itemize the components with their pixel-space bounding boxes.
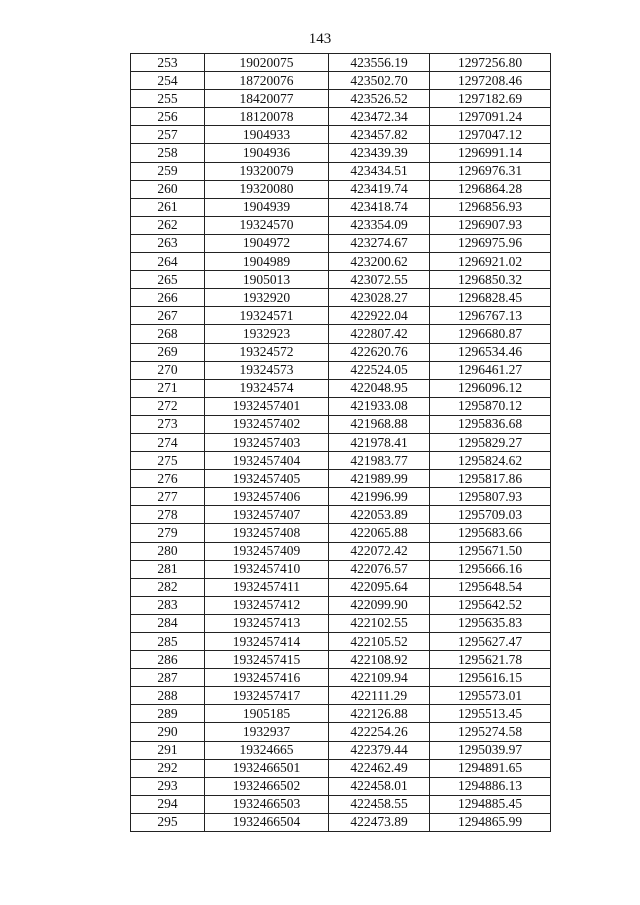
point-number-cell: 266 bbox=[131, 289, 205, 307]
coordinates-table bbox=[130, 53, 551, 832]
x-coordinate-cell: 423200.62 bbox=[329, 253, 430, 271]
point-id-cell: 19324571 bbox=[205, 307, 329, 325]
table-row bbox=[131, 633, 551, 651]
point-id-cell: 19324573 bbox=[205, 361, 329, 379]
point-id-cell: 1932457402 bbox=[205, 415, 329, 433]
point-number-cell: 282 bbox=[131, 578, 205, 596]
table-row bbox=[131, 560, 551, 578]
point-number-cell: 293 bbox=[131, 777, 205, 795]
point-id-cell: 1932457408 bbox=[205, 524, 329, 542]
table-row bbox=[131, 813, 551, 831]
point-number-cell: 258 bbox=[131, 144, 205, 162]
table-row bbox=[131, 325, 551, 343]
y-coordinate-cell: 1295709.03 bbox=[430, 506, 551, 524]
table-row bbox=[131, 687, 551, 705]
table-row bbox=[131, 126, 551, 144]
point-number-cell: 289 bbox=[131, 705, 205, 723]
table-row bbox=[131, 90, 551, 108]
table-row bbox=[131, 343, 551, 361]
table-row bbox=[131, 723, 551, 741]
point-number-cell: 294 bbox=[131, 795, 205, 813]
point-number-cell: 276 bbox=[131, 470, 205, 488]
point-number-cell: 268 bbox=[131, 325, 205, 343]
x-coordinate-cell: 423439.39 bbox=[329, 144, 430, 162]
table-row bbox=[131, 795, 551, 813]
x-coordinate-cell: 422108.92 bbox=[329, 651, 430, 669]
x-coordinate-cell: 422807.42 bbox=[329, 325, 430, 343]
x-coordinate-cell: 422254.26 bbox=[329, 723, 430, 741]
y-coordinate-cell: 1295616.15 bbox=[430, 669, 551, 687]
point-id-cell: 1932937 bbox=[205, 723, 329, 741]
y-coordinate-cell: 1295671.50 bbox=[430, 542, 551, 560]
point-number-cell: 284 bbox=[131, 614, 205, 632]
point-id-cell: 1904939 bbox=[205, 198, 329, 216]
point-number-cell: 255 bbox=[131, 90, 205, 108]
x-coordinate-cell: 422524.05 bbox=[329, 361, 430, 379]
point-number-cell: 281 bbox=[131, 560, 205, 578]
point-id-cell: 19324574 bbox=[205, 379, 329, 397]
table-row bbox=[131, 108, 551, 126]
table-row bbox=[131, 162, 551, 180]
point-number-cell: 270 bbox=[131, 361, 205, 379]
table-row bbox=[131, 542, 551, 560]
point-number-cell: 288 bbox=[131, 687, 205, 705]
x-coordinate-cell: 423502.70 bbox=[329, 72, 430, 90]
point-id-cell: 1932457415 bbox=[205, 651, 329, 669]
point-id-cell: 19320080 bbox=[205, 180, 329, 198]
point-number-cell: 259 bbox=[131, 162, 205, 180]
y-coordinate-cell: 1295870.12 bbox=[430, 397, 551, 415]
y-coordinate-cell: 1296907.93 bbox=[430, 216, 551, 234]
x-coordinate-cell: 423354.09 bbox=[329, 216, 430, 234]
table-row bbox=[131, 470, 551, 488]
x-coordinate-cell: 421983.77 bbox=[329, 452, 430, 470]
x-coordinate-cell: 421933.08 bbox=[329, 397, 430, 415]
point-id-cell: 19324572 bbox=[205, 343, 329, 361]
point-number-cell: 279 bbox=[131, 524, 205, 542]
point-id-cell: 1932466501 bbox=[205, 759, 329, 777]
x-coordinate-cell: 423457.82 bbox=[329, 126, 430, 144]
y-coordinate-cell: 1294886.13 bbox=[430, 777, 551, 795]
point-id-cell: 1932457404 bbox=[205, 452, 329, 470]
y-coordinate-cell: 1294891.65 bbox=[430, 759, 551, 777]
point-number-cell: 290 bbox=[131, 723, 205, 741]
table-row bbox=[131, 578, 551, 596]
point-id-cell: 1932457409 bbox=[205, 542, 329, 560]
x-coordinate-cell: 422473.89 bbox=[329, 813, 430, 831]
point-id-cell: 18420077 bbox=[205, 90, 329, 108]
point-id-cell: 18720076 bbox=[205, 72, 329, 90]
y-coordinate-cell: 1295627.47 bbox=[430, 633, 551, 651]
point-id-cell: 1932457413 bbox=[205, 614, 329, 632]
point-number-cell: 269 bbox=[131, 343, 205, 361]
x-coordinate-cell: 422053.89 bbox=[329, 506, 430, 524]
point-number-cell: 280 bbox=[131, 542, 205, 560]
x-coordinate-cell: 422379.44 bbox=[329, 741, 430, 759]
x-coordinate-cell: 422458.55 bbox=[329, 795, 430, 813]
point-id-cell: 1904933 bbox=[205, 126, 329, 144]
table-row bbox=[131, 759, 551, 777]
point-number-cell: 256 bbox=[131, 108, 205, 126]
y-coordinate-cell: 1296856.93 bbox=[430, 198, 551, 216]
y-coordinate-cell: 1296850.32 bbox=[430, 271, 551, 289]
point-id-cell: 19324570 bbox=[205, 216, 329, 234]
y-coordinate-cell: 1296680.87 bbox=[430, 325, 551, 343]
point-number-cell: 272 bbox=[131, 397, 205, 415]
x-coordinate-cell: 422065.88 bbox=[329, 524, 430, 542]
table-row bbox=[131, 216, 551, 234]
y-coordinate-cell: 1296534.46 bbox=[430, 343, 551, 361]
point-number-cell: 292 bbox=[131, 759, 205, 777]
x-coordinate-cell: 422105.52 bbox=[329, 633, 430, 651]
table-row bbox=[131, 524, 551, 542]
x-coordinate-cell: 422458.01 bbox=[329, 777, 430, 795]
table-row bbox=[131, 72, 551, 90]
table-row bbox=[131, 614, 551, 632]
y-coordinate-cell: 1295573.01 bbox=[430, 687, 551, 705]
point-id-cell: 1932457410 bbox=[205, 560, 329, 578]
point-id-cell: 1932457412 bbox=[205, 596, 329, 614]
point-id-cell: 1932457416 bbox=[205, 669, 329, 687]
table-row bbox=[131, 180, 551, 198]
x-coordinate-cell: 423556.19 bbox=[329, 54, 430, 72]
point-id-cell: 1932457407 bbox=[205, 506, 329, 524]
y-coordinate-cell: 1294885.45 bbox=[430, 795, 551, 813]
y-coordinate-cell: 1295648.54 bbox=[430, 578, 551, 596]
y-coordinate-cell: 1297047.12 bbox=[430, 126, 551, 144]
y-coordinate-cell: 1295666.16 bbox=[430, 560, 551, 578]
table-row bbox=[131, 506, 551, 524]
y-coordinate-cell: 1295039.97 bbox=[430, 741, 551, 759]
table-row bbox=[131, 488, 551, 506]
x-coordinate-cell: 422922.04 bbox=[329, 307, 430, 325]
x-coordinate-cell: 423472.34 bbox=[329, 108, 430, 126]
x-coordinate-cell: 423419.74 bbox=[329, 180, 430, 198]
x-coordinate-cell: 423274.67 bbox=[329, 234, 430, 252]
x-coordinate-cell: 423072.55 bbox=[329, 271, 430, 289]
x-coordinate-cell: 422048.95 bbox=[329, 379, 430, 397]
y-coordinate-cell: 1296976.31 bbox=[430, 162, 551, 180]
table-row bbox=[131, 741, 551, 759]
y-coordinate-cell: 1295817.86 bbox=[430, 470, 551, 488]
y-coordinate-cell: 1296461.27 bbox=[430, 361, 551, 379]
point-number-cell: 275 bbox=[131, 452, 205, 470]
x-coordinate-cell: 423434.51 bbox=[329, 162, 430, 180]
point-id-cell: 1932920 bbox=[205, 289, 329, 307]
y-coordinate-cell: 1295829.27 bbox=[430, 433, 551, 451]
x-coordinate-cell: 422126.88 bbox=[329, 705, 430, 723]
point-id-cell: 1904989 bbox=[205, 253, 329, 271]
point-number-cell: 295 bbox=[131, 813, 205, 831]
point-number-cell: 267 bbox=[131, 307, 205, 325]
x-coordinate-cell: 422102.55 bbox=[329, 614, 430, 632]
point-id-cell: 1932457401 bbox=[205, 397, 329, 415]
table-row bbox=[131, 669, 551, 687]
table-row bbox=[131, 144, 551, 162]
table-row bbox=[131, 289, 551, 307]
y-coordinate-cell: 1295683.66 bbox=[430, 524, 551, 542]
x-coordinate-cell: 422099.90 bbox=[329, 596, 430, 614]
x-coordinate-cell: 423028.27 bbox=[329, 289, 430, 307]
y-coordinate-cell: 1297091.24 bbox=[430, 108, 551, 126]
point-id-cell: 1932466502 bbox=[205, 777, 329, 795]
x-coordinate-cell: 422109.94 bbox=[329, 669, 430, 687]
x-coordinate-cell: 421978.41 bbox=[329, 433, 430, 451]
point-number-cell: 271 bbox=[131, 379, 205, 397]
point-number-cell: 253 bbox=[131, 54, 205, 72]
point-number-cell: 291 bbox=[131, 741, 205, 759]
y-coordinate-cell: 1297208.46 bbox=[430, 72, 551, 90]
x-coordinate-cell: 423526.52 bbox=[329, 90, 430, 108]
point-id-cell: 19020075 bbox=[205, 54, 329, 72]
y-coordinate-cell: 1295274.58 bbox=[430, 723, 551, 741]
page-number: 143 bbox=[308, 31, 332, 47]
point-number-cell: 261 bbox=[131, 198, 205, 216]
x-coordinate-cell: 421968.88 bbox=[329, 415, 430, 433]
y-coordinate-cell: 1295621.78 bbox=[430, 651, 551, 669]
table-row bbox=[131, 379, 551, 397]
point-id-cell: 1932457417 bbox=[205, 687, 329, 705]
point-id-cell: 1932457414 bbox=[205, 633, 329, 651]
point-number-cell: 285 bbox=[131, 633, 205, 651]
y-coordinate-cell: 1296767.13 bbox=[430, 307, 551, 325]
y-coordinate-cell: 1296096.12 bbox=[430, 379, 551, 397]
table-row bbox=[131, 452, 551, 470]
y-coordinate-cell: 1296991.14 bbox=[430, 144, 551, 162]
table-row bbox=[131, 415, 551, 433]
table-row bbox=[131, 54, 551, 72]
point-number-cell: 262 bbox=[131, 216, 205, 234]
y-coordinate-cell: 1297256.80 bbox=[430, 54, 551, 72]
point-id-cell: 1932457405 bbox=[205, 470, 329, 488]
x-coordinate-cell: 421996.99 bbox=[329, 488, 430, 506]
point-id-cell: 18120078 bbox=[205, 108, 329, 126]
x-coordinate-cell: 422620.76 bbox=[329, 343, 430, 361]
y-coordinate-cell: 1296921.02 bbox=[430, 253, 551, 271]
point-number-cell: 277 bbox=[131, 488, 205, 506]
point-id-cell: 1932457403 bbox=[205, 433, 329, 451]
table-row bbox=[131, 705, 551, 723]
point-id-cell: 19320079 bbox=[205, 162, 329, 180]
point-number-cell: 257 bbox=[131, 126, 205, 144]
point-number-cell: 265 bbox=[131, 271, 205, 289]
point-id-cell: 1932923 bbox=[205, 325, 329, 343]
point-id-cell: 1905185 bbox=[205, 705, 329, 723]
table-row bbox=[131, 397, 551, 415]
point-number-cell: 260 bbox=[131, 180, 205, 198]
point-number-cell: 254 bbox=[131, 72, 205, 90]
table-row bbox=[131, 651, 551, 669]
y-coordinate-cell: 1296828.45 bbox=[430, 289, 551, 307]
x-coordinate-cell: 421989.99 bbox=[329, 470, 430, 488]
table-row bbox=[131, 361, 551, 379]
y-coordinate-cell: 1296975.96 bbox=[430, 234, 551, 252]
point-id-cell: 1904936 bbox=[205, 144, 329, 162]
table-row bbox=[131, 777, 551, 795]
y-coordinate-cell: 1295824.62 bbox=[430, 452, 551, 470]
y-coordinate-cell: 1295635.83 bbox=[430, 614, 551, 632]
point-id-cell: 1932466503 bbox=[205, 795, 329, 813]
table-row bbox=[131, 596, 551, 614]
x-coordinate-cell: 423418.74 bbox=[329, 198, 430, 216]
x-coordinate-cell: 422072.42 bbox=[329, 542, 430, 560]
point-number-cell: 287 bbox=[131, 669, 205, 687]
point-number-cell: 274 bbox=[131, 433, 205, 451]
point-id-cell: 1932457406 bbox=[205, 488, 329, 506]
table-row bbox=[131, 253, 551, 271]
table-row bbox=[131, 307, 551, 325]
point-number-cell: 273 bbox=[131, 415, 205, 433]
table-row bbox=[131, 198, 551, 216]
y-coordinate-cell: 1295642.52 bbox=[430, 596, 551, 614]
x-coordinate-cell: 422076.57 bbox=[329, 560, 430, 578]
x-coordinate-cell: 422111.29 bbox=[329, 687, 430, 705]
table-row bbox=[131, 234, 551, 252]
point-id-cell: 1904972 bbox=[205, 234, 329, 252]
point-number-cell: 278 bbox=[131, 506, 205, 524]
point-id-cell: 19324665 bbox=[205, 741, 329, 759]
point-id-cell: 1932457411 bbox=[205, 578, 329, 596]
point-number-cell: 263 bbox=[131, 234, 205, 252]
point-number-cell: 283 bbox=[131, 596, 205, 614]
table-row bbox=[131, 271, 551, 289]
table-row bbox=[131, 433, 551, 451]
point-number-cell: 286 bbox=[131, 651, 205, 669]
point-number-cell: 264 bbox=[131, 253, 205, 271]
y-coordinate-cell: 1297182.69 bbox=[430, 90, 551, 108]
y-coordinate-cell: 1295836.68 bbox=[430, 415, 551, 433]
x-coordinate-cell: 422462.49 bbox=[329, 759, 430, 777]
table-body bbox=[131, 54, 551, 832]
y-coordinate-cell: 1295513.45 bbox=[430, 705, 551, 723]
point-id-cell: 1932466504 bbox=[205, 813, 329, 831]
x-coordinate-cell: 422095.64 bbox=[329, 578, 430, 596]
y-coordinate-cell: 1295807.93 bbox=[430, 488, 551, 506]
y-coordinate-cell: 1296864.28 bbox=[430, 180, 551, 198]
point-id-cell: 1905013 bbox=[205, 271, 329, 289]
y-coordinate-cell: 1294865.99 bbox=[430, 813, 551, 831]
